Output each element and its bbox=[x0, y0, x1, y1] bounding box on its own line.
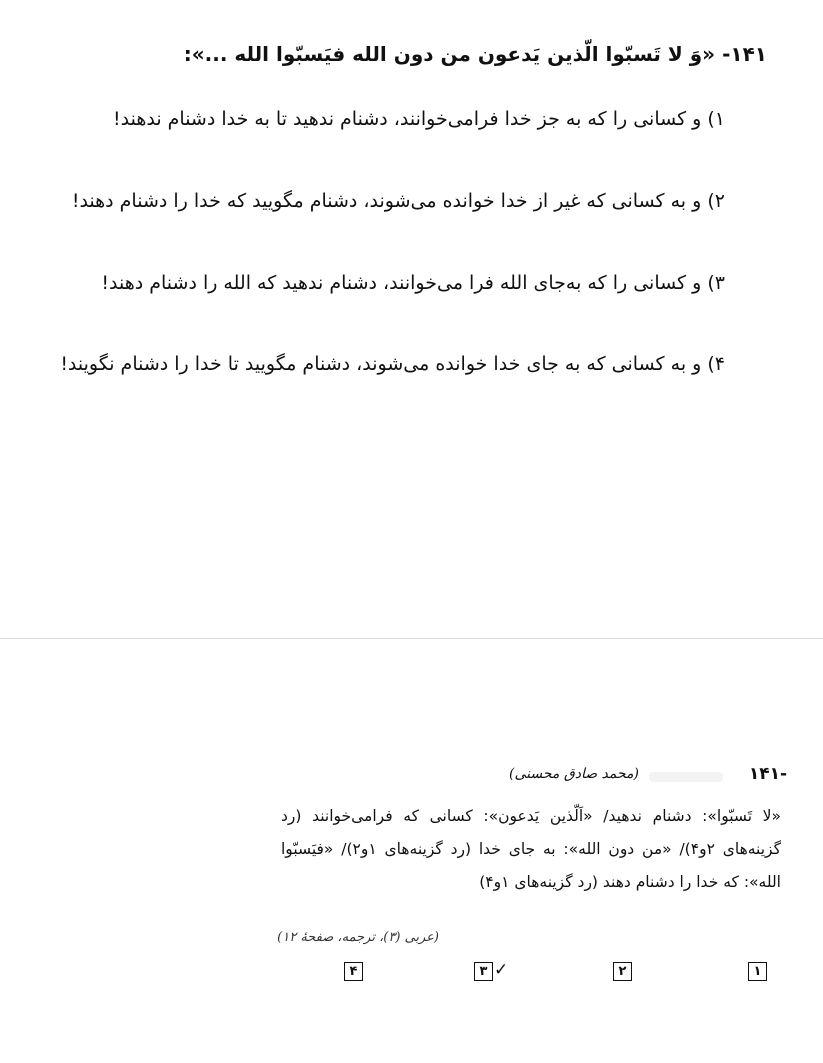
option-1: ۱) و کسانی را که به جز خدا فرامی‌خوانند، دشنام ندهید تا به خدا دشنام ندهند! bbox=[113, 108, 725, 130]
choice-box-4: ۴ bbox=[344, 962, 363, 981]
answer-header bbox=[287, 764, 787, 788]
answer-number: ۱۴۱- bbox=[748, 764, 787, 784]
option-4: ۴) و به کسانی که به جای خدا خوانده می‌شوند، دشنام مگویید تا خدا را دشنام نگویند! bbox=[60, 353, 725, 375]
answer-explanation: «لا تَسبّوا»: دشنام ندهید/ «اَلّذین یَدعون»: کسانی که فرامی‌خوانند (رد گزینه‌های ۲و۴)/ «من دون الله»: به جای خدا (رد گزینه‌های ۱و۲)/ «فیَسبّوا الله»: که خدا را دشنام دهند (رد گزینه‌های ۱و۴) bbox=[281, 807, 781, 891]
page-divider bbox=[0, 638, 823, 639]
option-2: ۲) و به کسانی که غیر از خدا خوانده می‌شوند، دشنام مگویید که خدا را دشنام دهند! bbox=[71, 190, 725, 212]
choice-box-2: ۲ bbox=[613, 962, 632, 981]
check-icon: ✓ bbox=[494, 960, 509, 980]
choice-box-3: ۳ bbox=[474, 962, 493, 981]
option-3: ۳) و کسانی را که به‌جای الله فرا می‌خوانند، دشنام ندهید که الله را دشنام دهند! bbox=[101, 272, 725, 294]
answer-author: (محمد صادق محسنی) bbox=[509, 766, 639, 782]
choice-box-1: ۱ bbox=[748, 962, 767, 981]
blurred-watermark bbox=[649, 772, 723, 782]
question-title: ۱۴۱- «وَ لا تَسبّوا الّذین یَدعون من دون الله فیَسبّوا الله ...»: bbox=[183, 42, 767, 66]
answer-source: (عربی (۳)، ترجمه، صفحهٔ ۱۲) bbox=[277, 930, 439, 945]
